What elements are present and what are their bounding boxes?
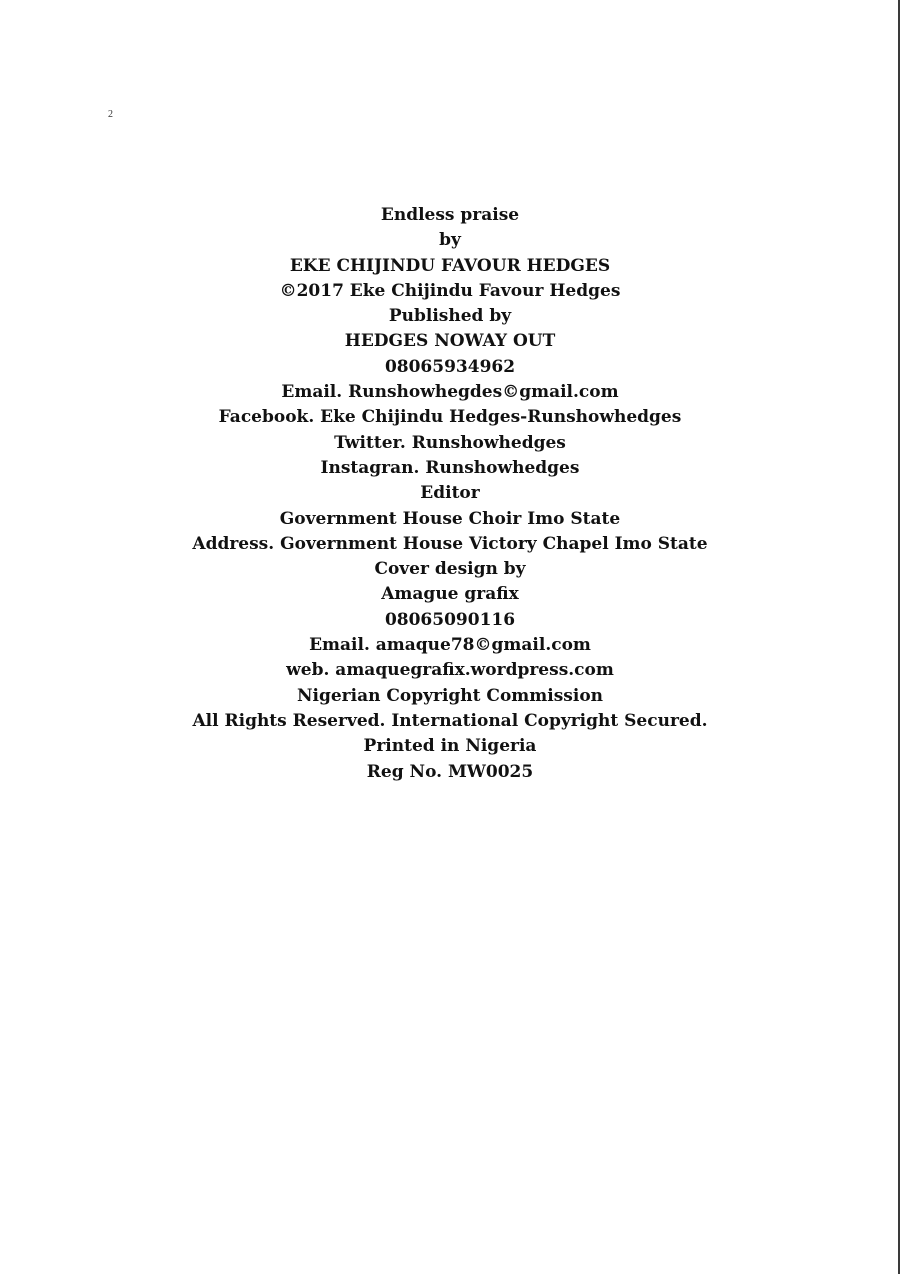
published-by-label: Published by [388, 306, 512, 327]
rights-statement: All Rights Reserved. International Copyright Secured. [192, 710, 708, 731]
registration-number: Reg No. MW0025 [366, 761, 534, 782]
cover-designer-name: Amague grafix [381, 584, 519, 605]
publisher-name: HEDGES NOWAY OUT [344, 331, 556, 352]
editor-address: Address. Government House Victory Chapel Imo State [192, 533, 708, 554]
publisher-twitter: Twitter. Runshowhedges [334, 432, 566, 453]
designer-website: web. amaquegrafix.wordpress.com [286, 660, 614, 681]
copyright-notice: ©2017 Eke Chijindu Favour Hedges [279, 280, 621, 301]
author-name: EKE CHIJINDU FAVOUR HEDGES [289, 255, 611, 276]
publisher-facebook: Facebook. Eke Chijindu Hedges-Runshowhedges [218, 407, 682, 428]
designer-email: Email. amaque78©gmail.com [309, 635, 591, 656]
publisher-phone: 08065934962 [384, 356, 516, 377]
cover-design-label: Cover design by [374, 559, 526, 580]
copyright-commission: Nigerian Copyright Commission [296, 685, 604, 706]
publisher-email: Email. Runshowhegdes©gmail.com [281, 382, 619, 403]
printed-in: Printed in Nigeria [363, 736, 537, 757]
page-number: 2 [108, 109, 113, 120]
editor-label: Editor [420, 483, 480, 504]
designer-phone: 08065090116 [384, 609, 516, 630]
editor-name: Government House Choir Imo State [279, 508, 621, 529]
by-line: by [439, 230, 461, 251]
publisher-instagram: Instagran. Runshowhedges [320, 457, 580, 478]
book-title: Endless praise [380, 205, 520, 225]
copyright-credits-block [0, 203, 900, 785]
